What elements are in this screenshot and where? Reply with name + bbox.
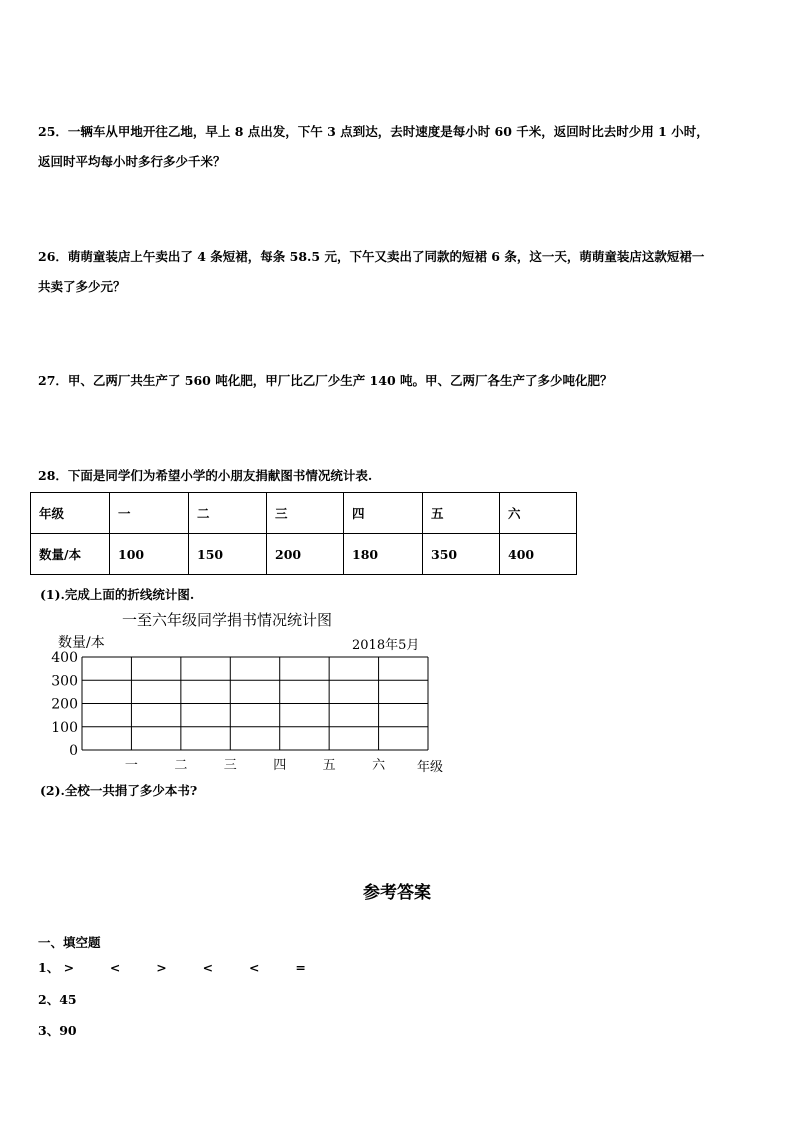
x-tick-label: 六 <box>372 758 386 773</box>
answers-heading: 参考答案 <box>363 883 431 903</box>
table-cell: 200 <box>267 534 344 575</box>
y-tick-label: 300 <box>51 673 78 690</box>
answer-3: 3、90 <box>38 1023 77 1038</box>
table-cell: 100 <box>110 534 189 575</box>
chart-title: 一至六年级同学捐书情况统计图 <box>122 611 333 629</box>
y-tick-label: 100 <box>51 719 78 736</box>
answer-symbol: > <box>156 960 167 975</box>
table-cell: 四 <box>344 493 423 534</box>
question-27-line1: 27．甲、乙两厂共生产了 560 吨化肥，甲厂比乙厂少生产 140 吨。甲、乙两厂各生产了多少吨化肥？ <box>38 373 613 388</box>
table-row <box>31 493 577 534</box>
question-25-line1: 25．一辆车从甲地开往乙地，早上 8 点出发，下午 3 点到达，去时速度是每小时 60 千米，返回时比去时少用 1 小时， <box>38 124 709 139</box>
table-cell: 六 <box>500 493 577 534</box>
chart-date: 2018年5月 <box>352 638 420 653</box>
table-cell: 150 <box>189 534 267 575</box>
donation-table <box>30 492 577 575</box>
question-26-line1: 26．萌萌童装店上午卖出了 4 条短裙，每条 58.5 元，下午又卖出了同款的短裙 6 条，这一天，萌萌童装店这款短裙一 <box>38 249 705 264</box>
answer-symbol: < <box>249 960 260 975</box>
answers-section-title: 一、填空题 <box>38 935 101 950</box>
chart-ylabel: 数量/本 <box>58 635 105 651</box>
table-cell: 五 <box>423 493 500 534</box>
y-tick-label: 0 <box>69 743 78 759</box>
answer-symbol: > <box>63 960 75 975</box>
table-cell: 180 <box>344 534 423 575</box>
subquestion-1: (1).完成上面的折线统计图. <box>40 587 195 602</box>
answer-symbol: = <box>295 960 306 975</box>
x-axis-label: 年级 <box>416 760 444 775</box>
answer-1 <box>38 958 337 976</box>
table-cell: 一 <box>110 493 189 534</box>
x-tick-label: 三 <box>223 758 237 773</box>
table-cell: 三 <box>267 493 344 534</box>
x-tick-label: 二 <box>174 758 188 773</box>
subquestion-2: (2).全校一共捐了多少本书? <box>40 783 198 798</box>
table-cell: 350 <box>423 534 500 575</box>
question-26-line2: 共卖了多少元？ <box>38 279 126 294</box>
answer-symbol: < <box>202 960 214 975</box>
answer-1-label: 1、 <box>38 960 60 975</box>
table-cell: 二 <box>189 493 267 534</box>
question-25 <box>38 117 762 177</box>
question-27 <box>38 366 762 396</box>
x-tick-label: 一 <box>124 758 138 773</box>
question-26 <box>38 242 762 302</box>
question-28-line1: 28．下面是同学们为希望小学的小朋友捐献图书情况统计表. <box>38 468 373 483</box>
x-tick-label: 五 <box>322 758 336 773</box>
answer-2: 2、45 <box>38 992 77 1007</box>
question-28 <box>38 461 762 491</box>
table-row <box>31 534 577 575</box>
answer-symbol: < <box>109 960 121 975</box>
x-tick-label: 四 <box>273 758 287 773</box>
y-tick-label: 400 <box>51 650 78 666</box>
table-cell: 年级 <box>31 493 110 534</box>
line-chart-grid <box>40 645 460 775</box>
table-cell: 400 <box>500 534 577 575</box>
table-cell: 数量/本 <box>31 534 110 575</box>
question-25-line2: 返回时平均每小时多行多少千米？ <box>38 154 226 169</box>
y-tick-label: 200 <box>51 696 78 713</box>
